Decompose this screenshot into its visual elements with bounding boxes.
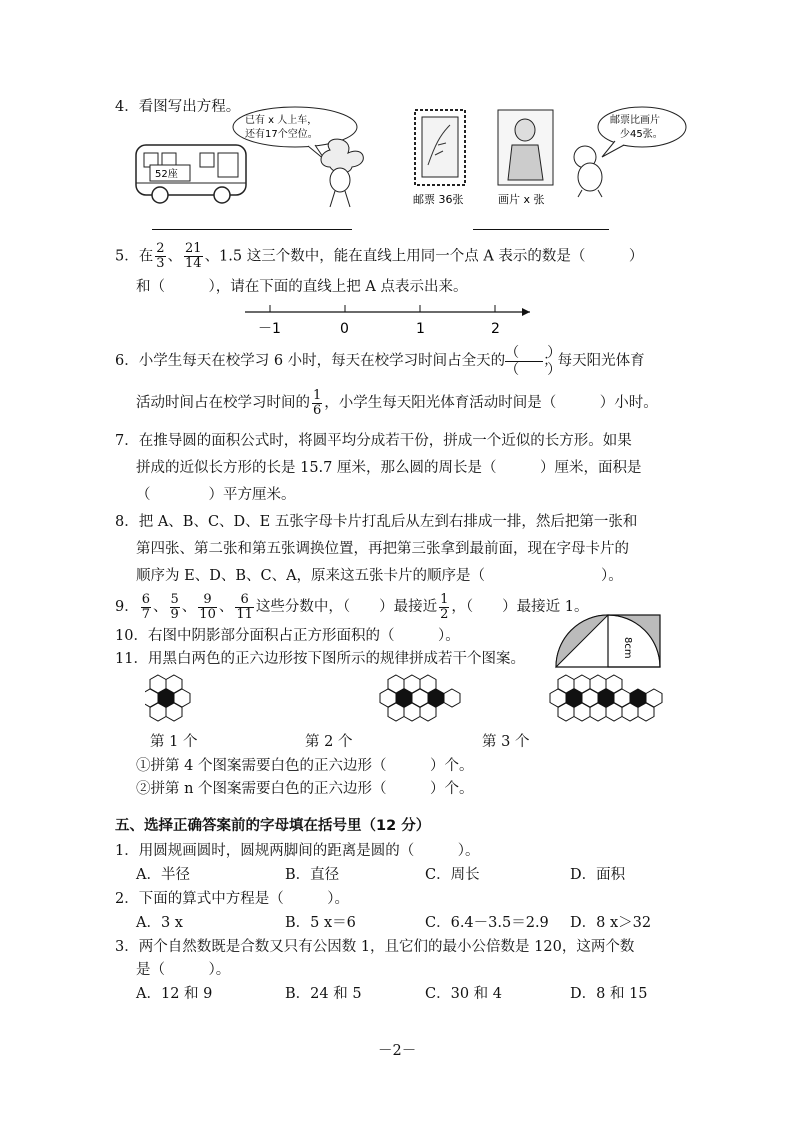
s5-q3-option-b[interactable]: B．24 和 5	[285, 986, 362, 1002]
hexagon-patterns	[145, 672, 675, 724]
s5-q1-option-a[interactable]: A．半径	[136, 867, 190, 883]
tick-label-2: 2	[491, 321, 500, 337]
q11-sub1: ①拼第 4 个图案需要白色的正六边形（ ）个。	[136, 758, 474, 774]
hex-pattern-1	[145, 675, 190, 721]
q8-line1: 8．把 A、B、C、D、E 五张字母卡片打乱后从左到右排成一排，然后把第一张和	[115, 514, 638, 530]
s5-q1-option-c[interactable]: C．周长	[425, 867, 480, 883]
q5-line2: 和（ ），请在下面的直线上把 A 点表示出来。	[136, 279, 468, 295]
fraction-9-10: $\frac{9}{10}$	[199, 591, 216, 622]
cartoon-character-2	[574, 146, 602, 197]
bubble2-line1: 邮票比画片	[610, 115, 660, 126]
q8-line3: 顺序为 E、D、B、C、A，原来这五张卡片的顺序是（ ）。	[136, 568, 623, 584]
caption-picture: 画片 x 张	[498, 193, 545, 206]
s5-q2-option-a[interactable]: A．3 x	[136, 915, 183, 931]
picture-card-image	[498, 110, 553, 185]
s5-q1: 1．用圆规画圆时，圆规两脚间的距离是圆的（ ）。	[115, 843, 480, 859]
cartoon-character	[321, 139, 363, 207]
bubble2-line2: 少45张。	[620, 129, 663, 140]
fraction-6-7: $\frac{6}{7}$	[141, 591, 151, 622]
q4-text: 4．看图写出方程。	[115, 99, 241, 115]
bus-seat-label: 52座	[155, 169, 178, 180]
q5-num: 5．在	[115, 248, 154, 265]
stamp-image	[415, 110, 465, 185]
q5-rest: 、1.5 这三个数中，能在直线上用同一个点 A 表示的数是（ ）	[204, 248, 644, 265]
s5-q3-option-d[interactable]: D．8 和 15	[570, 986, 648, 1002]
bus-image	[136, 145, 246, 203]
tick-label-minus1: －1	[258, 321, 281, 337]
q5-line1: 5．在 $\frac{2}{3}$ 、 $\frac{21}{14}$ 、1.5 这三个数中，能在直线上用同一个点 A 表示的数是（ ）	[115, 241, 644, 271]
q9-line: 9． $\frac{6}{7}$ 、 $\frac{5}{9}$ 、 $\frac{9}{10}$ 、 $\frac{6}{11}$ 这些分数中，（ ）最接近 $\frac{1}{2}$ ，（ ）最接近 1。	[115, 591, 589, 622]
tick-label-0: 0	[340, 321, 349, 337]
fraction-6-11: $\frac{6}{11}$	[236, 591, 253, 622]
s5-q1-option-b[interactable]: B．直径	[285, 867, 340, 883]
speech-bubble-2	[598, 107, 686, 157]
fraction-5-9: $\frac{5}{9}$	[170, 591, 179, 622]
q4-answer-line-2[interactable]	[473, 229, 609, 230]
fraction-1-6: $\frac{1}{6}$	[313, 387, 322, 418]
s5-q2-option-c[interactable]: C．6.4－3.5＝2.9	[425, 915, 549, 931]
section-5-title: 五、选择正确答案前的字母填在括号里（12 分）	[115, 818, 431, 834]
fraction-answer-blank[interactable]: $\frac{( )}{( )}$	[505, 344, 562, 378]
q4-left-illustration	[130, 105, 370, 215]
pattern-label-3: 第 3 个	[482, 734, 530, 750]
s5-q2-option-d[interactable]: D．8 x＞32	[570, 915, 652, 931]
s5-q3-option-c[interactable]: C．30 和 4	[425, 986, 502, 1002]
pattern-label-2: 第 2 个	[305, 734, 353, 750]
number-line[interactable]	[240, 300, 540, 340]
bubble1-line1: 已有 x 人上车，	[245, 115, 318, 126]
s5-q1-option-d[interactable]: D．面积	[570, 867, 626, 883]
q11-text: 11．用黑白两色的正六边形按下图所示的规律拼成若干个图案。	[115, 651, 525, 667]
q10-text: 10．右图中阴影部分面积占正方形面积的（ ）。	[115, 628, 460, 644]
q8-line2: 第四张、第二张和第五张调换位置，再把第三张拿到最前面，现在字母卡片的	[136, 541, 629, 557]
q4-answer-line-1[interactable]	[152, 229, 352, 230]
bubble1-line2: 还有17个空位。	[245, 129, 318, 140]
fraction-21-14: $\frac{21}{14}$	[185, 241, 202, 271]
fraction-2-3: $\frac{2}{3}$	[156, 241, 165, 271]
hex-pattern-3	[550, 675, 662, 721]
s5-q2-option-b[interactable]: B．5 x＝6	[285, 915, 356, 931]
caption-stamp: 邮票 36张	[413, 193, 464, 206]
q7-line1: 7．在推导圆的面积公式时，将圆平均分成若干份，拼成一个近似的长方形。如果	[115, 433, 632, 449]
page-number: －2－	[378, 1043, 417, 1059]
pattern-label-1: 第 1 个	[150, 734, 198, 750]
q7-line3: （ ）平方厘米。	[136, 487, 296, 503]
q6-line2: 活动时间占在校学习时间的 $\frac{1}{6}$ ，小学生每天阳光体育活动时间是（ ）小时。	[136, 387, 658, 418]
q10-dimension-label: 8cm	[622, 637, 633, 659]
tick-label-1: 1	[416, 321, 425, 337]
q7-line2: 拼成的近似长方形的长是 15.7 厘米，那么圆的周长是（ ）厘米，面积是	[136, 460, 642, 476]
q6-line1: 6．小学生每天在校学习 6 小时，每天在校学习时间占全天的 $\frac{( )}{( )}$ ；每天阳光体育	[115, 344, 645, 378]
s5-q3: 3．两个自然数既是合数又只有公因数 1，且它们的最小公倍数是 120，这两个数	[115, 939, 635, 955]
q11-sub2: ②拼第 n 个图案需要白色的正六边形（ ）个。	[136, 781, 474, 797]
s5-q3-line2: 是（ ）。	[136, 962, 231, 978]
s5-q3-option-a[interactable]: A．12 和 9	[136, 986, 213, 1002]
fraction-1-2: $\frac{1}{2}$	[440, 591, 449, 622]
s5-q2: 2．下面的算式中方程是（ ）。	[115, 891, 349, 907]
hex-pattern-2	[380, 675, 460, 721]
q10-figure	[553, 612, 663, 670]
q4-right-illustration	[410, 105, 710, 215]
